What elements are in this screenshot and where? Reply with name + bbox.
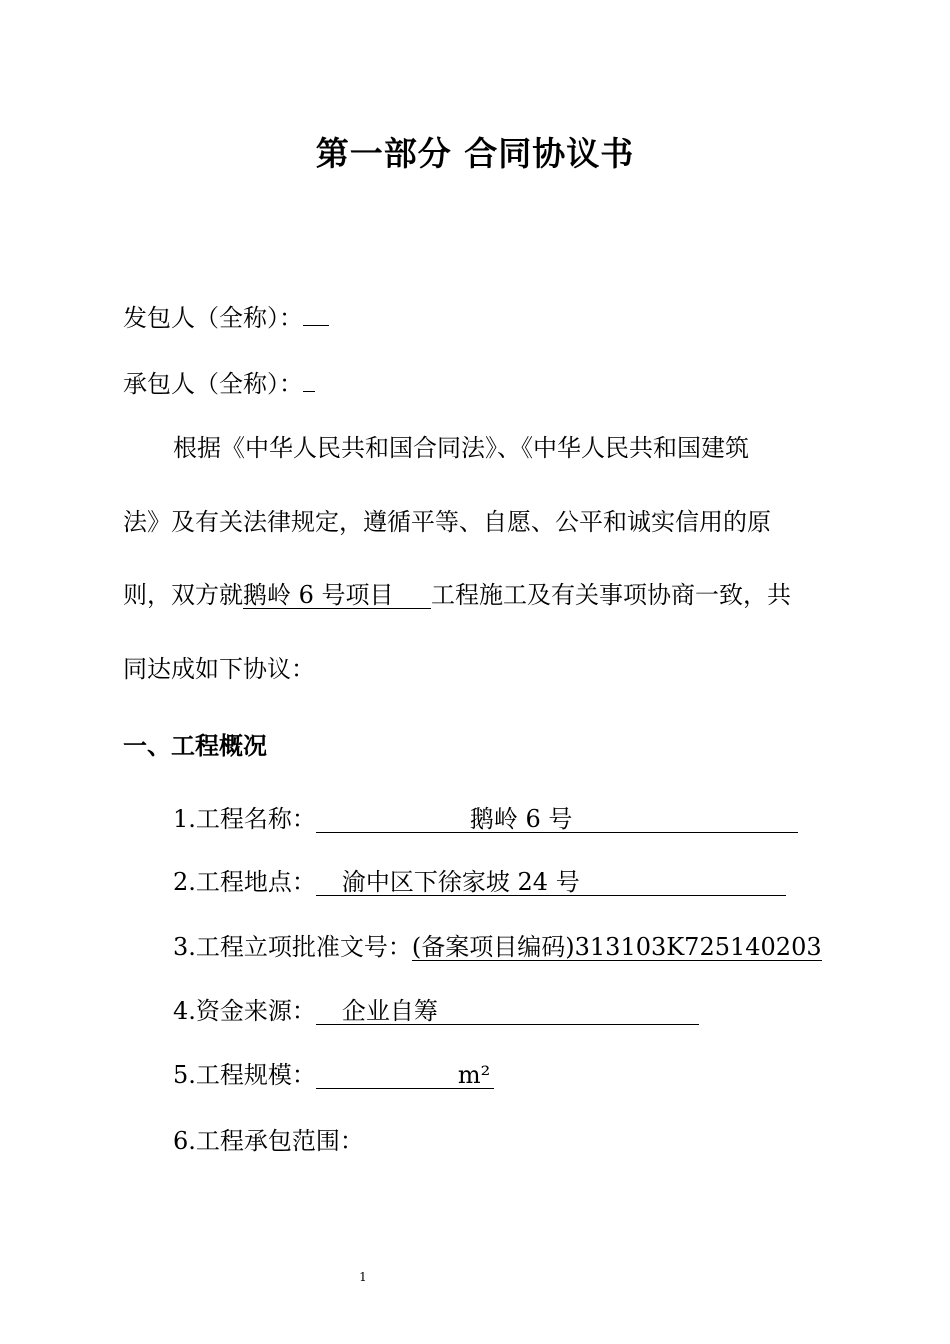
item-label: 5.工程规模： <box>173 1061 316 1089</box>
item-value: 企业自筹 <box>316 998 699 1025</box>
paragraph-line-3 <box>123 575 791 610</box>
item-value: (备案项目编码)313103K725140203 <box>411 933 822 961</box>
paragraph-line-3-prefix: 则，双方就 <box>123 581 243 609</box>
item-project-name <box>173 799 798 834</box>
employer-blank <box>303 303 329 326</box>
item-project-location <box>173 862 786 897</box>
item-value: 渝中区下徐家坡 24 号 <box>316 869 786 896</box>
item-project-scale <box>173 1055 494 1090</box>
item-value: m² <box>316 1062 494 1089</box>
item-label: 6.工程承包范围： <box>173 1127 364 1155</box>
page-number: 1 <box>359 1270 367 1284</box>
document-title: 第一部分 合同协议书 <box>315 134 635 173</box>
contractor-blank <box>303 369 315 392</box>
item-value: 鹅岭 6 号 <box>316 806 798 833</box>
contractor-label: 承包人（全称）： <box>123 370 303 398</box>
item-label: 1.工程名称： <box>173 805 316 833</box>
paragraph-line-2: 法》及有关法律规定，遵循平等、自愿、公平和诚实信用的原 <box>123 508 771 536</box>
paragraph-line-4: 同达成如下协议： <box>123 655 315 683</box>
contractor-line <box>123 364 315 399</box>
item-label: 4.资金来源： <box>173 997 316 1025</box>
paragraph-line-3-suffix: 工程施工及有关事项协商一致，共 <box>431 581 791 609</box>
item-label: 3.工程立项批准文号： <box>173 933 412 961</box>
section-1-heading: 一、工程概况 <box>123 732 267 760</box>
item-label: 2.工程地点： <box>173 868 316 896</box>
item-approval-number <box>173 927 822 962</box>
paragraph-line-1: 根据《中华人民共和国合同法》、《中华人民共和国建筑 <box>173 434 749 462</box>
employer-line <box>123 298 329 333</box>
item-funding-source <box>173 991 699 1026</box>
project-name-underlined: 鹅岭 6 号项目 <box>243 582 431 609</box>
employer-label: 发包人（全称）： <box>123 304 303 332</box>
item-contract-scope <box>173 1121 364 1156</box>
